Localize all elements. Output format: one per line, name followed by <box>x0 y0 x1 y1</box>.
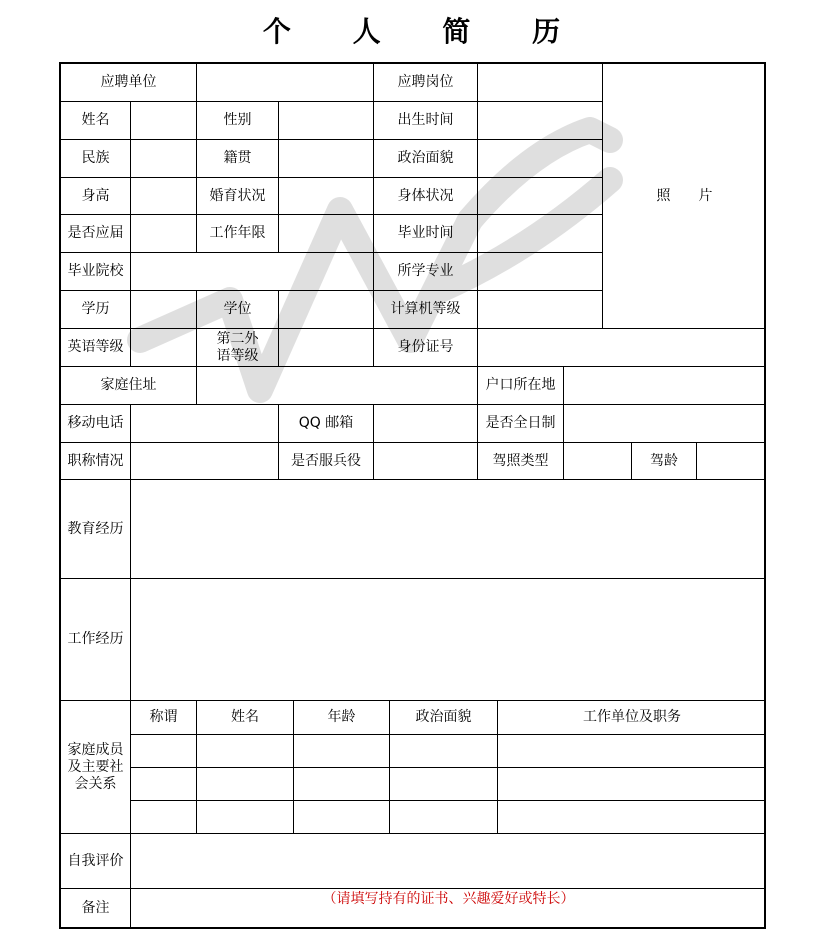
label-qq-email: QQ 邮箱 <box>279 405 374 443</box>
mobile-field[interactable] <box>131 405 279 443</box>
license-type-field[interactable] <box>564 443 632 480</box>
family-row-2-political[interactable] <box>390 768 498 801</box>
label-full-time: 是否全日制 <box>478 405 564 443</box>
family-header-relation: 称谓 <box>131 701 197 735</box>
military-field[interactable] <box>374 443 478 480</box>
label-computer-level: 计算机等级 <box>374 291 478 329</box>
family-row-1-political[interactable] <box>390 735 498 768</box>
english-level-field[interactable] <box>131 329 197 367</box>
label-degree: 学位 <box>197 291 279 329</box>
self-eval-field[interactable] <box>131 834 766 889</box>
label-apply-company: 应聘单位 <box>61 64 197 102</box>
grad-time-field[interactable] <box>478 215 603 253</box>
full-time-field[interactable] <box>564 405 766 443</box>
label-name: 姓名 <box>61 102 131 140</box>
label-gender: 性别 <box>197 102 279 140</box>
computer-level-field[interactable] <box>478 291 603 329</box>
title-status-field[interactable] <box>131 443 279 480</box>
label-military: 是否服兵役 <box>279 443 374 480</box>
ethnicity-field[interactable] <box>131 140 197 178</box>
label-title-status: 职称情况 <box>61 443 131 480</box>
label-grad-time: 毕业时间 <box>374 215 478 253</box>
family-row-1-name[interactable] <box>197 735 294 768</box>
label-marital: 婚育状况 <box>197 178 279 215</box>
driving-years-field[interactable] <box>697 443 766 480</box>
resume-form <box>59 62 766 929</box>
political-field[interactable] <box>478 140 603 178</box>
label-family: 家庭成员及主要社会关系 <box>61 701 131 834</box>
degree-field[interactable] <box>279 291 374 329</box>
family-row-3-political[interactable] <box>390 801 498 834</box>
photo-label: 照 片 <box>656 187 713 204</box>
page-title: 个 人 简 历 <box>262 15 587 48</box>
family-row-2-employer[interactable] <box>498 768 766 801</box>
label-fresh-grad: 是否应届 <box>61 215 131 253</box>
label-apply-position: 应聘岗位 <box>374 64 478 102</box>
label-political: 政治面貌 <box>374 140 478 178</box>
label-native-place: 籍贯 <box>197 140 279 178</box>
label-english-level: 英语等级 <box>61 329 131 367</box>
label-license-type: 驾照类型 <box>478 443 564 480</box>
work-years-field[interactable] <box>279 215 374 253</box>
label-education: 学历 <box>61 291 131 329</box>
family-header-political: 政治面貌 <box>390 701 498 735</box>
family-row-1-relation[interactable] <box>131 735 197 768</box>
label-second-lang: 第二外语等级 <box>197 329 279 367</box>
label-major: 所学专业 <box>374 253 478 291</box>
family-row-2-age[interactable] <box>294 768 390 801</box>
label-work-years: 工作年限 <box>197 215 279 253</box>
hukou-field[interactable] <box>564 367 766 405</box>
health-field[interactable] <box>478 178 603 215</box>
family-row-3-age[interactable] <box>294 801 390 834</box>
photo-box[interactable] <box>603 64 766 329</box>
fresh-grad-field[interactable] <box>131 215 197 253</box>
family-header-age: 年龄 <box>294 701 390 735</box>
label-id-number: 身份证号 <box>374 329 478 367</box>
home-address-field[interactable] <box>197 367 478 405</box>
family-row-2-relation[interactable] <box>131 768 197 801</box>
family-row-3-employer[interactable] <box>498 801 766 834</box>
apply-position-field[interactable] <box>478 64 603 102</box>
apply-company-field[interactable] <box>197 64 374 102</box>
label-health: 身体状况 <box>374 178 478 215</box>
label-driving-years: 驾龄 <box>632 443 697 480</box>
work-history-field[interactable] <box>131 579 766 701</box>
label-education-history: 教育经历 <box>61 480 131 579</box>
family-row-3-name[interactable] <box>197 801 294 834</box>
id-number-field[interactable] <box>478 329 766 367</box>
label-work-history: 工作经历 <box>61 579 131 701</box>
marital-field[interactable] <box>279 178 374 215</box>
label-height: 身高 <box>61 178 131 215</box>
second-lang-field[interactable] <box>279 329 374 367</box>
education-history-field[interactable] <box>131 480 766 579</box>
gender-field[interactable] <box>279 102 374 140</box>
family-row-3-relation[interactable] <box>131 801 197 834</box>
name-field[interactable] <box>131 102 197 140</box>
label-hukou: 户口所在地 <box>478 367 564 405</box>
label-birth: 出生时间 <box>374 102 478 140</box>
remarks-field[interactable] <box>131 889 766 927</box>
family-row-1-age[interactable] <box>294 735 390 768</box>
label-self-eval: 自我评价 <box>61 834 131 889</box>
label-home-address: 家庭住址 <box>61 367 197 405</box>
family-header-name: 姓名 <box>197 701 294 735</box>
family-header-employer: 工作单位及职务 <box>498 701 766 735</box>
label-ethnicity: 民族 <box>61 140 131 178</box>
education-field[interactable] <box>131 291 197 329</box>
native-place-field[interactable] <box>279 140 374 178</box>
qq-email-field[interactable] <box>374 405 478 443</box>
label-remarks: 备注 <box>61 889 131 927</box>
major-field[interactable] <box>478 253 603 291</box>
family-row-1-employer[interactable] <box>498 735 766 768</box>
remarks-hint: （请填写持有的证书、兴趣爱好或特长） <box>322 891 575 907</box>
label-school: 毕业院校 <box>61 253 131 291</box>
birth-field[interactable] <box>478 102 603 140</box>
label-mobile: 移动电话 <box>61 405 131 443</box>
height-field[interactable] <box>131 178 197 215</box>
family-row-2-name[interactable] <box>197 768 294 801</box>
school-field[interactable] <box>131 253 374 291</box>
